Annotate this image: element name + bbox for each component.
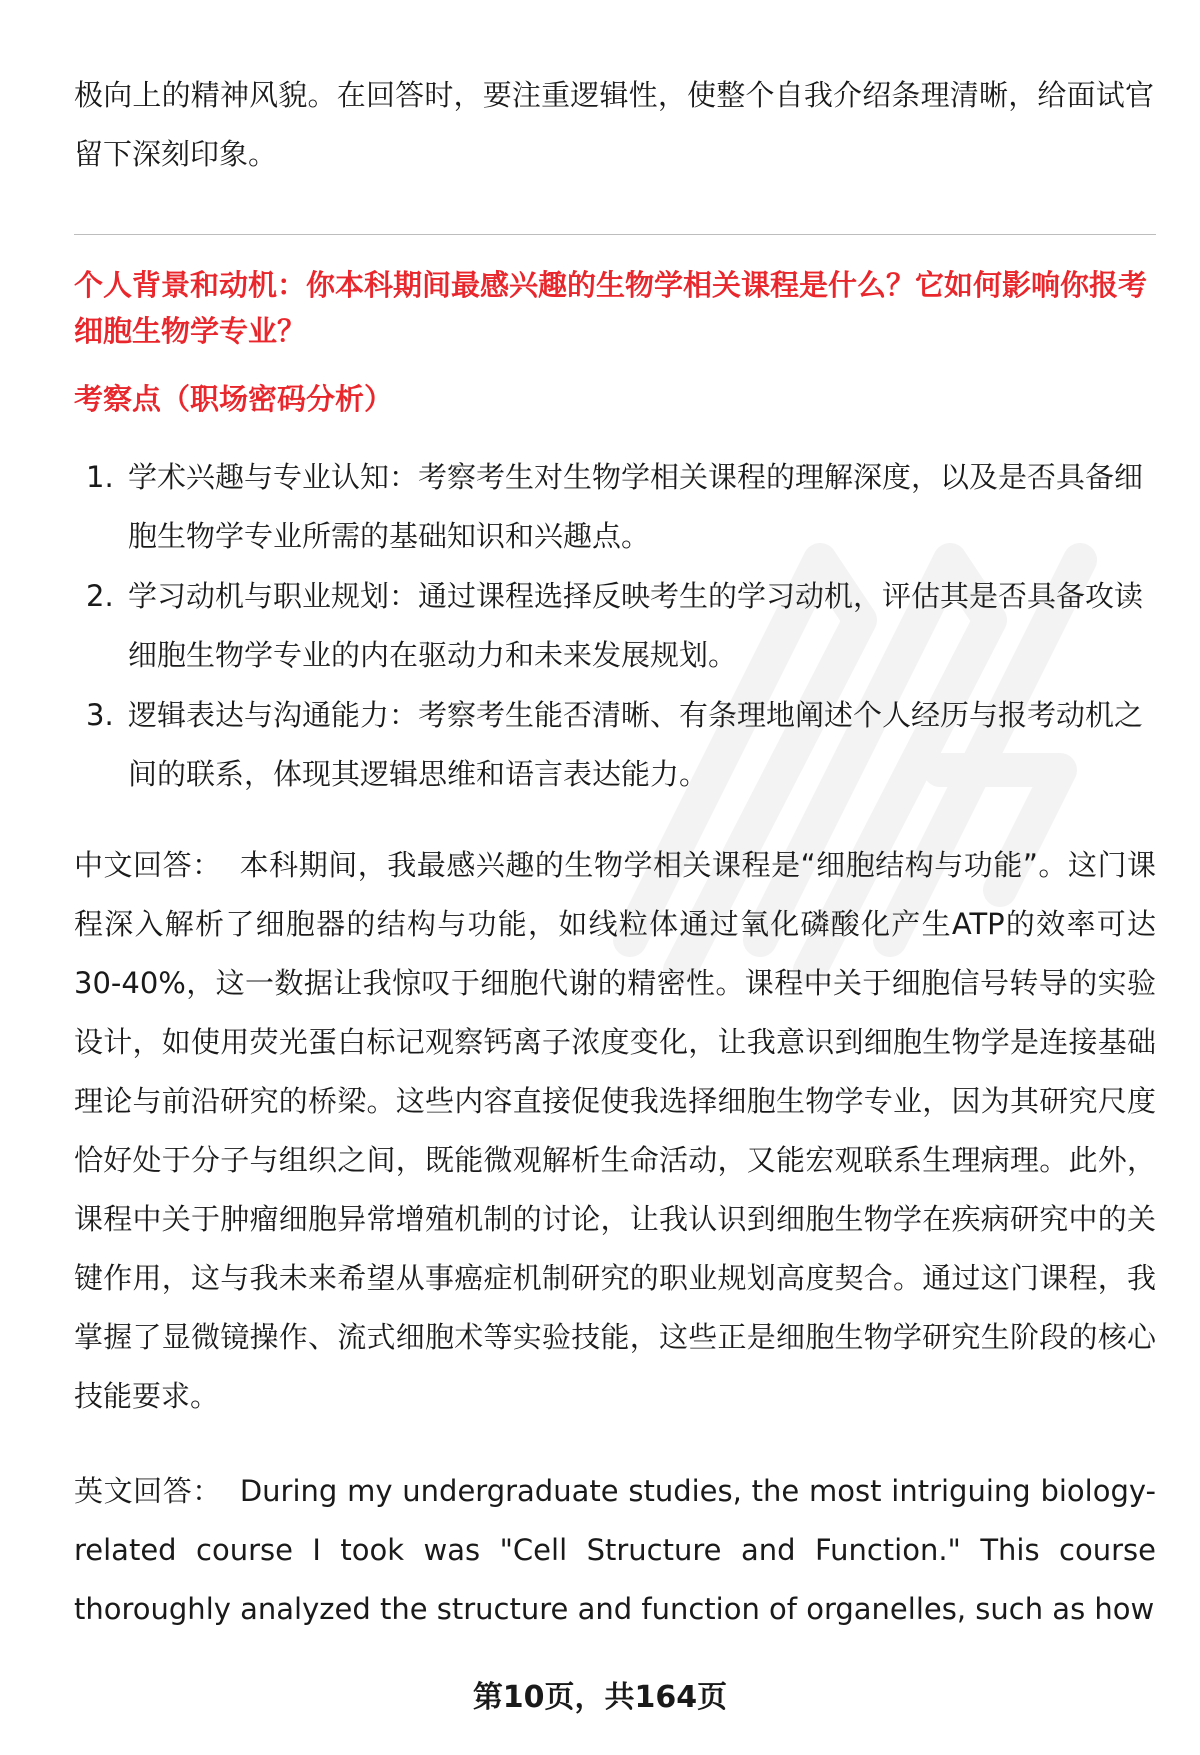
assessment-points-heading: 考察点（职场密码分析） xyxy=(74,382,394,416)
english-answer-label: 英文回答： xyxy=(74,1474,222,1508)
list-item-text: 逻辑表达与沟通能力：考察考生能否清晰、有条理地阐述个人经历与报考动机之间的联系，体现其逻辑思维和语言表达能力。 xyxy=(128,698,1144,791)
list-item-number: 2. xyxy=(86,579,114,613)
list-item-text: 学术兴趣与专业认知：考察考生对生物学相关课程的理解深度，以及是否具备细胞生物学专业所需的基础知识和兴趣点。 xyxy=(128,460,1144,553)
chinese-answer-text: 本科期间，我最感兴趣的生物学相关课程是“细胞结构与功能”。这门课程深入解析了细胞器的结构与功能，如线粒体通过氧化磷酸化产生ATP的效率可达30-40%，这一数据让我惊叹于细胞代谢的精密性。课程中关于细胞信号转导的实验设计，如使用荧光蛋白标记观察钙离子浓度变化，让我意识到细胞生物学是连接基础理论与前沿研究的桥梁。这些内容直接促使我选择细胞生物学专业，因为其研究尺度恰好处于分子与组织之间，既能微观解析生命活动，又能宏观联系生理病理。此外，课程中关于肿瘤细胞异常增殖机制的讨论，让我认识到细胞生物学在疾病研究中的关键作用，这与我未来希望从事癌症机制研究的职业规划高度契合。通过这门课程，我掌握了显微镜操作、流式细胞术等实验技能，这些正是细胞生物学研究生阶段的核心技能要求。 xyxy=(74,848,1156,1413)
chinese-answer-paragraph xyxy=(74,836,1156,1426)
document-page xyxy=(74,0,1154,1755)
english-answer-text: During my undergraduate studies, the most intriguing biology-related course I took was "Cell Structure and Function." This course thoroughly analyzed the structure and function of organelles, such as how xyxy=(74,1474,1156,1626)
list-item-number: 3. xyxy=(86,698,114,732)
english-answer-paragraph xyxy=(74,1462,1156,1639)
assessment-points-list xyxy=(74,448,1156,805)
page-number-footer: 第10页，共164页 xyxy=(472,1680,728,1715)
list-item-text: 学习动机与职业规划：通过课程选择反映考生的学习动机，评估其是否具备攻读细胞生物学专业的内在驱动力和未来发展规划。 xyxy=(128,579,1144,672)
list-item-number: 1. xyxy=(86,460,114,494)
list-item xyxy=(74,686,1156,804)
intro-paragraph-tail: 极向上的精神风貌。在回答时，要注重逻辑性，使整个自我介绍条理清晰，给面试官留下深刻印象。 xyxy=(74,78,1154,171)
chinese-answer-label: 中文回答： xyxy=(74,848,222,882)
list-item xyxy=(74,448,1156,566)
section-divider xyxy=(74,234,1156,235)
list-item xyxy=(74,567,1156,685)
question-title: 个人背景和动机：你本科期间最感兴趣的生物学相关课程是什么？它如何影响你报考细胞生物学专业？ xyxy=(74,268,1148,348)
